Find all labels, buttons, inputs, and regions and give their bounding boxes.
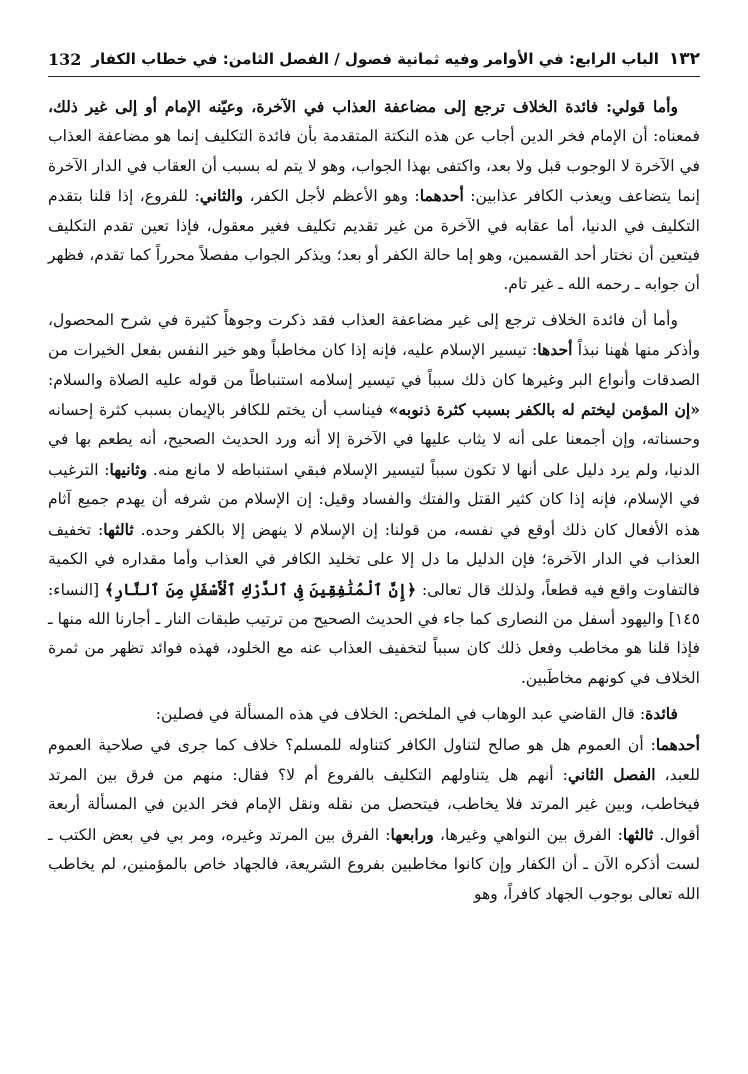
- quran-verse: ﴿إِنَّ ٱلْمُنَٰفِقِينَ فِى ٱلدَّرْكِ ٱلْأَسْفَلِ مِنَ ٱلنَّارِ﴾: [104, 579, 417, 599]
- bold-run: أحدها: [537, 340, 573, 360]
- running-header: [48, 44, 700, 74]
- page-number-latin: 132: [48, 49, 82, 69]
- header-rule: [48, 76, 700, 77]
- text-run: وأما أن فائدة الخلاف ترجع إلى غير مضاعفة العذاب فقد ذكرت وجوهاً كثيرة في شرح المحصول، وأذكر منها هٰهنا نبذاً: [48, 310, 700, 360]
- paragraph-1-lead: وأما قولي: فائدة الخلاف ترجع إلى مضاعفة العذاب في الآخرة، وعيّنه الإمام أو إلى غير ذلك،: [48, 97, 678, 116]
- text-run: : وهو الأعظم لأجل الكفر،: [243, 187, 420, 206]
- bold-run: فائدة: [645, 704, 678, 724]
- bold-run: وثانيها: [109, 459, 148, 479]
- text-run: : تيسير الإسلام عليه، فإنه إذا كان مخاطباً وهو خير النفس بفعل الخيرات من الصدقات وأنواع البر وغيرها كان ذلك سبباً في تيسير إسلامه استنباطاً من قوله عليه الصلاة والسلام:: [48, 341, 700, 389]
- bold-run: والثاني: [199, 186, 244, 206]
- text-run: [النساء: ١٤٥] واليهود أسفل من النصارى كما جاء في الحديث الصحيح من ترتيب طبقات النار ـ أجارنا الله منها ـ فإذا قلنا هو مخاطب وفعل ذلك كان سبباً لتخفيف العذاب عنه مع الخلود، فهذه فوائد تظهر من ثمرة الخلاف في كونهم مخاطَبين.: [48, 580, 701, 687]
- paragraph-4: [48, 730, 700, 909]
- body-text: [48, 92, 700, 909]
- bold-run: أحدهما: [419, 186, 464, 206]
- text-run: : أن العموم هل هو صالح لتناول الكافر كتناوله للمسلم؟ خلاف كما جرى في صلاحية العموم للعبد،: [48, 735, 700, 784]
- text-run: : الفرق بين النواهي وغيرها،: [433, 825, 623, 844]
- paragraph-3: [48, 699, 700, 729]
- paragraph-1: [48, 92, 700, 300]
- text-run: فيناسب أن يختم للكافر بالإيمان بسبب كثرة إحسانه وحسناته، وإن أجمعنا على أنه لا يثاب عليها في الآخرة إلا أنه ورد الحديث الصحيح، أنه يطعم بها في الدنيا، ولم يرد دليل على أنها لا تكون سبباً لتيسير الإسلام فبقي استنباطه لا مانع منه.: [48, 401, 700, 479]
- running-header-title: الباب الرابع: في الأوامر وفيه ثمانية فصول / الفصل الثامن: في خطاب الكفار: [91, 50, 659, 68]
- text-run: : للفروع، إذا قلنا بتقدم التكليف في الدنيا، أما عقابه في الآخرة من غير تقديم تكليف فغير معقول، فإذا تعين تقدم التكليف فيتعين أن نختار أحد القسمين، وهو إما حالة الكفر أو بعد؛ ويذكر الجواب مفصلاً محرراً كما تقدم، فظهر أن جوابه ـ رحمه الله ـ غير تام.: [48, 187, 700, 294]
- bold-run: ثالثها: [622, 824, 654, 844]
- text-run: : الفرق بين المرتد وغيره، ومر بي في بعض الكتب ـ لست أذكره الآن ـ أن الكفار وإن كانوا مخاطبين بفروع الشريعة، فالجهاد خاص بالمؤمنين، لم يخاطب الله تعالى بوجوب الجهاد كافراً، وهو: [48, 825, 700, 903]
- bold-run: أحدهما: [655, 734, 700, 754]
- bold-run: الفصل الثاني: [567, 764, 656, 784]
- text-run: : أنهم هل يتناولهم التكليف بالفروع أم لا؟ فقال: منهم من فرق بين المرتد فيخاطب، وبين غير المرتد فلا يخاطب، فيتحصل من نقله ونقل الإمام فخر الدين في المسألة أربعة أقوال.: [48, 765, 700, 844]
- page-number-arabic: ١٣٢: [668, 49, 700, 69]
- text-run: : الترغيب في الإسلام، فإنه إذا كان كثير القتل والفتك والفساد وقيل: إن الإسلام من شرفه أن يهدم جميع آثام هذه الأفعال كان ذلك أوقع في نفسه، من قولنا: إن الإسلام لا ينهض إلا بالكفر وحده.: [48, 460, 700, 539]
- paragraph-2: [48, 306, 700, 693]
- bold-run: ورابعها: [390, 824, 434, 844]
- bold-run: ثالثها: [103, 519, 134, 539]
- text-run: : تخفيف العذاب في الدار الآخرة؛ فإن الدليل ما دل إلا على تخليد الكافر في العذاب وأما مقداره في الكمية فالتفاوت واقع فيه قطعاً، ولذلك قال تعالى:: [48, 520, 701, 599]
- hadith-quote: «إن المؤمن ليختم له بالكفر بسبب كثرة ذنوبه»: [388, 400, 700, 420]
- text-run: : قال القاضي عبد الوهاب في الملخص: الخلاف في هذه المسألة في فصلين:: [155, 705, 646, 724]
- text-run: فمعناه: أن الإمام فخر الدين أجاب عن هذه النكتة المتقدمة بأن فائدة التكليف إنما هو مضاعفة العذاب في الآخرة لا الوجوب قبل ولا بعد، واكتفى بهذا الجواب، وهو لا يتم له بسبب أن العقاب في الدار الآخرة إنما يتضاعف ويعذب الكافر عذابين:: [48, 127, 700, 206]
